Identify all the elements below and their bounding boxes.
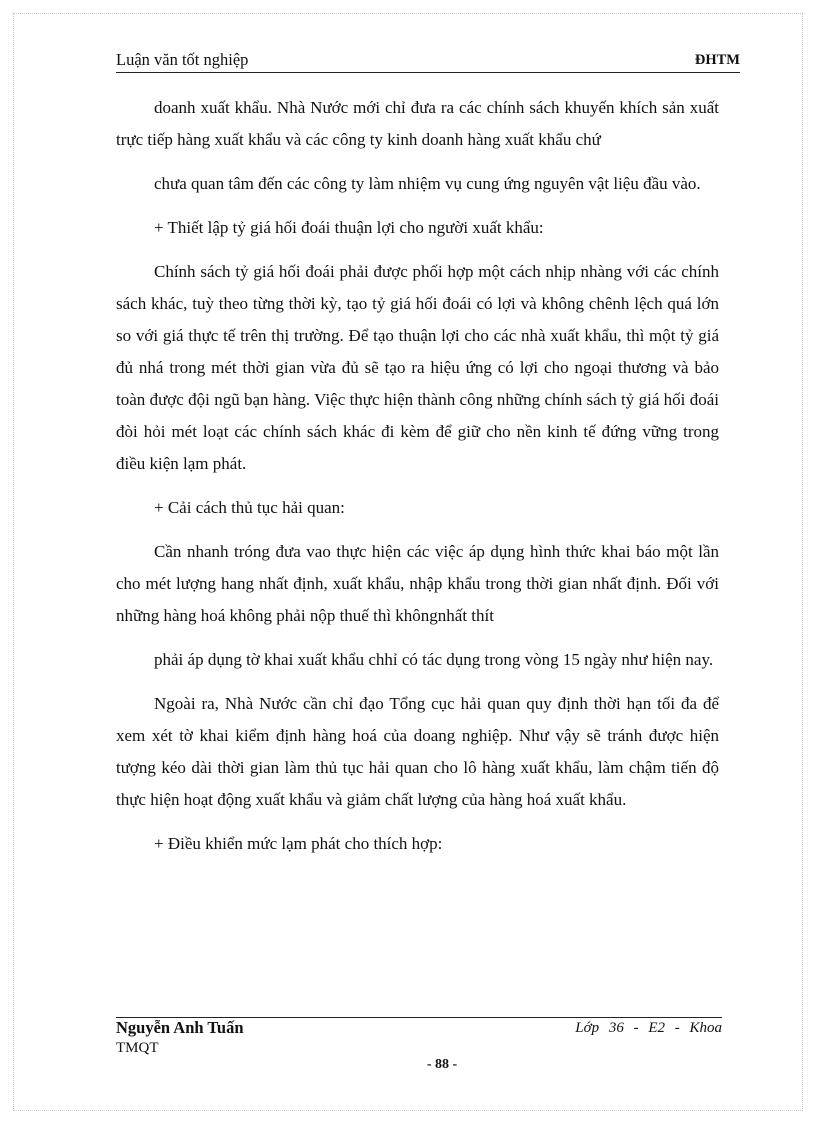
paragraph: Chính sách tỷ giá hối đoái phải được phối hợp một cách nhịp nhàng với các chính sách khác, tuỳ theo từng thời kỳ, tạo tỷ giá hối đoái có lợi và không chênh lệch quá lớn so với giá thực tế trên thị trường. Để tạo thuận lợi cho các nhà xuất khẩu, thì một tỷ giá đủ nhá trong mét thời gian vừa đủ sẽ tạo ra hiệu ứng có lợi cho ngoại thương và bảo toàn được đội ngũ bạn hàng. Việc thực hiện thành công những chính sách tỷ giá hối đoái đòi hỏi mét loạt các chính sách khác đi kèm để giữ cho nền kinh tế đứng vững trong điều kiện lạm phát.: [116, 262, 719, 473]
header-school: ĐHTM: [694, 52, 740, 68]
paragraph: doanh xuất khẩu. Nhà Nước mới chỉ đưa ra các chính sách khuyến khích sản xuất trực tiếp hàng xuất khẩu và các công ty kinh doanh hàng xuất khẩu chứ: [116, 98, 719, 149]
paragraph-heading: + Cải cách thủ tục hải quan:: [154, 498, 345, 517]
page-number: - 88 -: [426, 1057, 458, 1072]
paragraph-heading: + Điều khiển mức lạm phát cho thích hợp:: [154, 834, 443, 853]
footer-author: Nguyễn Anh Tuấn: [116, 1018, 244, 1037]
paragraph: phải áp dụng tờ khai xuất khẩu chhỉ có tác dụng trong vòng 15 ngày như hiện nay.: [154, 650, 714, 669]
page-header: [116, 50, 740, 73]
paragraph: Cần nhanh tróng đưa vao thực hiện các việc áp dụng hình thức khai báo một lần cho mét lượng hang nhất định, xuất khẩu, nhập khẩu trong thời gian nhất định. Đối với những hàng hoá không phải nộp thuế thì khôngnhất thít: [116, 542, 719, 625]
paragraph: Ngoài ra, Nhà Nước cần chỉ đạo Tổng cục hải quan quy định thời hạn tối đa để xem xét tờ khai kiểm định hàng hoá của doang nghiệp. Như vậy sẽ tránh được hiện tượng kéo dài thời gian làm thủ tục hải quan cho lô hàng xuất khẩu, làm chậm tiến độ thực hiện hoạt động xuất khẩu và giảm chất lượng của hàng hoá xuất khẩu.: [116, 694, 719, 809]
header-title: Luận văn tốt nghiệp: [116, 50, 249, 69]
footer-department: TMQT: [116, 1040, 159, 1056]
paragraph-heading: + Thiết lập tỷ giá hối đoái thuận lợi cho người xuất khẩu:: [154, 218, 544, 237]
footer-class: Lớp 36 - E2 - Khoa: [575, 1020, 722, 1036]
body-text: [116, 92, 719, 872]
paragraph: chưa quan tâm đến các công ty làm nhiệm vụ cung ứng nguyên vật liệu đầu vào.: [154, 174, 701, 193]
